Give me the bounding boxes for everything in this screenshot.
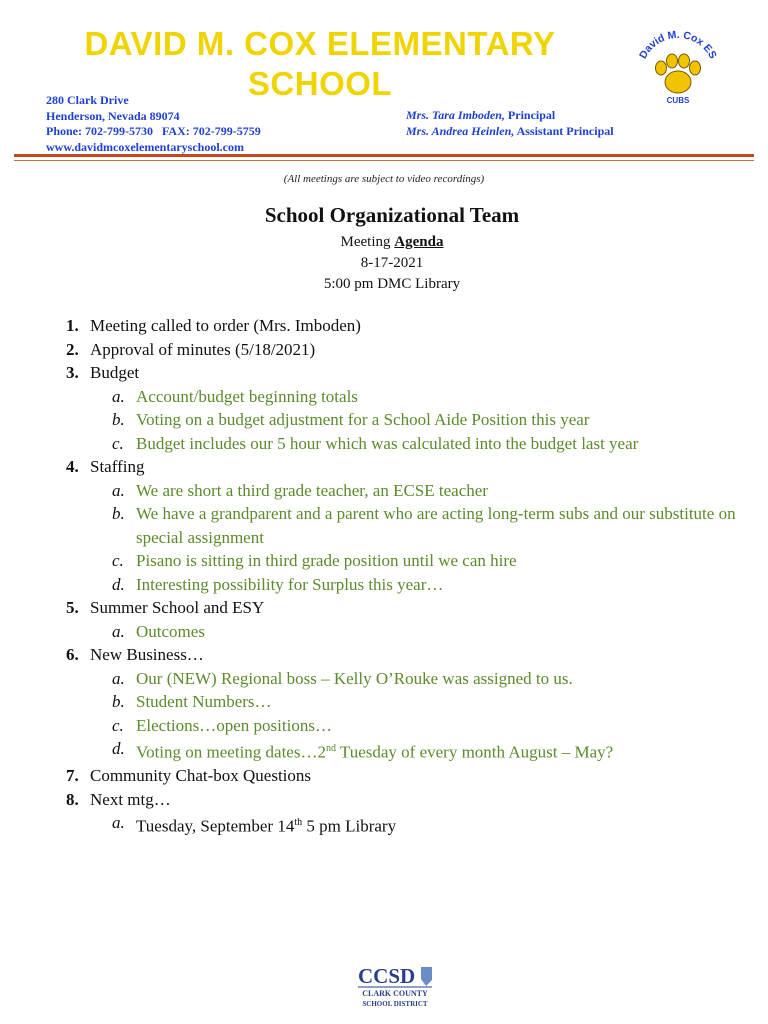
- phone-fax: Phone: 702-799-5730 FAX: 702-799-5759: [46, 124, 261, 138]
- school-name-line2: SCHOOL: [247, 65, 393, 102]
- agenda-subitem-letter: c.: [112, 715, 124, 735]
- nevada-state-icon: [421, 967, 432, 986]
- agenda-item-number: 8.: [66, 789, 79, 809]
- svg-text:SCHOOL DISTRICT: SCHOOL DISTRICT: [362, 1000, 428, 1008]
- agenda-subitem-text: Tuesday, September 14: [136, 816, 295, 836]
- agenda-subitem-letter: b.: [112, 410, 125, 429]
- principal-title: Principal: [504, 108, 556, 122]
- agenda-subitem-text: Student Numbers…: [136, 692, 272, 711]
- agenda-item-text: Staffing: [90, 457, 145, 476]
- svg-text:CLARK COUNTY: CLARK COUNTY: [362, 989, 428, 998]
- agenda-subitem-text: Outcomes: [136, 621, 205, 641]
- agenda-subitem-text: Voting on meeting dates…2: [136, 742, 326, 762]
- agenda-subitem-text-cont: Tuesday of every month August – May?: [335, 742, 614, 762]
- agenda-subitem-text: Budget includes our 5 hour which was calculated into the budget last year: [136, 433, 639, 453]
- school-logo: [628, 22, 728, 112]
- agenda-item: [66, 361, 756, 385]
- meeting-date: 8-17-2021: [360, 255, 424, 271]
- school-address: [46, 93, 261, 155]
- agenda-subitem-letter: d.: [112, 574, 125, 594]
- agenda-subitem: [66, 385, 756, 409]
- principal-name: Mrs. Tara Imboden,: [406, 108, 505, 122]
- agenda-item-number: 2.: [66, 339, 79, 359]
- assistant-principal-name: Mrs. Andrea Heinlen,: [406, 123, 515, 138]
- address-line1: 280 Clark Drive: [46, 93, 129, 107]
- agenda-subitem-letter: b.: [112, 692, 125, 711]
- agenda-item: [66, 643, 756, 667]
- agenda-item-number: 5.: [66, 598, 79, 617]
- agenda-subitem-letter: c.: [112, 433, 124, 453]
- meeting-time-place: 5:00 pm DMC Library: [323, 276, 461, 292]
- ccsd-logo: [350, 962, 440, 1012]
- agenda-item-text: Next mtg…: [90, 789, 171, 809]
- agenda-item: [66, 314, 756, 338]
- agenda-subitem: [66, 714, 756, 738]
- agenda-subitem: [66, 690, 756, 714]
- agenda-item-number: 6.: [66, 645, 79, 664]
- principal: [406, 108, 614, 124]
- agenda-item: [66, 338, 756, 362]
- agenda-subitem: [66, 573, 756, 597]
- agenda-subitem-text: Pisano is sitting in third grade position until we can hire: [136, 551, 517, 570]
- agenda-subitem-text: Account/budget beginning totals: [136, 386, 358, 406]
- agenda-subitem: [66, 549, 756, 573]
- agenda-item-number: 7.: [66, 766, 79, 786]
- meeting-type-emphasis: Agenda: [394, 234, 444, 250]
- agenda-subitem-text: We have a grandparent and a parent who are acting long-term subs and our substitute on special assignment: [136, 504, 736, 547]
- agenda-subitem-letter: a.: [112, 621, 125, 641]
- agenda-subitem-text: Our (NEW) Regional boss – Kelly O’Rouke was assigned to us.: [136, 668, 573, 688]
- paw-print-icon: [656, 54, 701, 93]
- agenda-subitem: [66, 667, 756, 691]
- assistant-principal: [406, 124, 614, 140]
- header-divider: [14, 154, 754, 157]
- header-divider-thin: [14, 160, 754, 161]
- administrators: [406, 108, 614, 139]
- agenda-item-text: New Business…: [90, 645, 204, 664]
- assistant-principal-title: Assistant Principal: [514, 123, 614, 138]
- ordinal-suffix: nd: [325, 743, 336, 754]
- agenda-item: [66, 596, 756, 620]
- agenda-subitem-text: Voting on a budget adjustment for a School Aide Position this year: [136, 410, 590, 429]
- school-name-line1: DAVID M. COX ELEMENTARY: [84, 25, 556, 62]
- agenda-item: [66, 788, 756, 812]
- agenda-item-text: Community Chat-box Questions: [90, 766, 311, 786]
- agenda-item: [66, 455, 756, 479]
- agenda-subitem-letter: a.: [112, 386, 125, 406]
- agenda-item-number: 1.: [66, 316, 79, 335]
- school-name: [40, 24, 600, 104]
- agenda-item-number: 3.: [66, 363, 79, 382]
- agenda-item-text: Approval of minutes (5/18/2021): [90, 339, 316, 359]
- meeting-type: [0, 233, 768, 251]
- agenda-subitem: [66, 811, 756, 838]
- agenda-item-text: Budget: [90, 363, 140, 382]
- svg-text:CCSD: CCSD: [358, 964, 416, 988]
- logo-mascot-text: CUBS: [666, 96, 690, 105]
- website-link[interactable]: www.davidmcoxelementaryschool.com: [46, 139, 244, 154]
- ordinal-suffix: th: [294, 817, 303, 829]
- agenda-subitem: [66, 432, 756, 456]
- agenda-item: [66, 764, 756, 788]
- meeting-type-prefix: Meeting: [340, 234, 395, 250]
- agenda-subitem: [66, 502, 756, 549]
- agenda-subitem-letter: a.: [112, 668, 125, 688]
- video-recording-note: (All meetings are subject to video recordings): [283, 173, 485, 185]
- agenda-item-text: Summer School and ESY: [90, 598, 265, 617]
- agenda-subitem-text: Elections…open positions…: [136, 715, 332, 735]
- agenda-subitem-letter: a.: [112, 813, 125, 833]
- agenda-subitem-letter: b.: [112, 504, 125, 523]
- agenda-subitem-text-cont: 5 pm Library: [302, 816, 397, 836]
- agenda-subitem: [66, 620, 756, 644]
- agenda-item-number: 4.: [66, 457, 79, 476]
- agenda-subitem: [66, 737, 756, 764]
- agenda-subitem: [66, 408, 756, 432]
- address-line2: Henderson, Nevada 89074: [46, 108, 180, 123]
- agenda-subitem-text: We are short a third grade teacher, an ECSE teacher: [136, 480, 488, 500]
- agenda-subitem-letter: c.: [112, 551, 124, 570]
- meeting-title: School Organizational Team: [264, 203, 520, 227]
- agenda-list: [66, 314, 756, 838]
- logo-arc-text: David M. Cox ES: [637, 28, 719, 61]
- agenda-subitem-text: Interesting possibility for Surplus this year…: [136, 574, 444, 594]
- agenda-subitem: [66, 479, 756, 503]
- agenda-item-text: Meeting called to order (Mrs. Imboden): [90, 316, 361, 335]
- agenda-subitem-letter: d.: [112, 739, 125, 758]
- agenda-subitem-letter: a.: [112, 480, 125, 500]
